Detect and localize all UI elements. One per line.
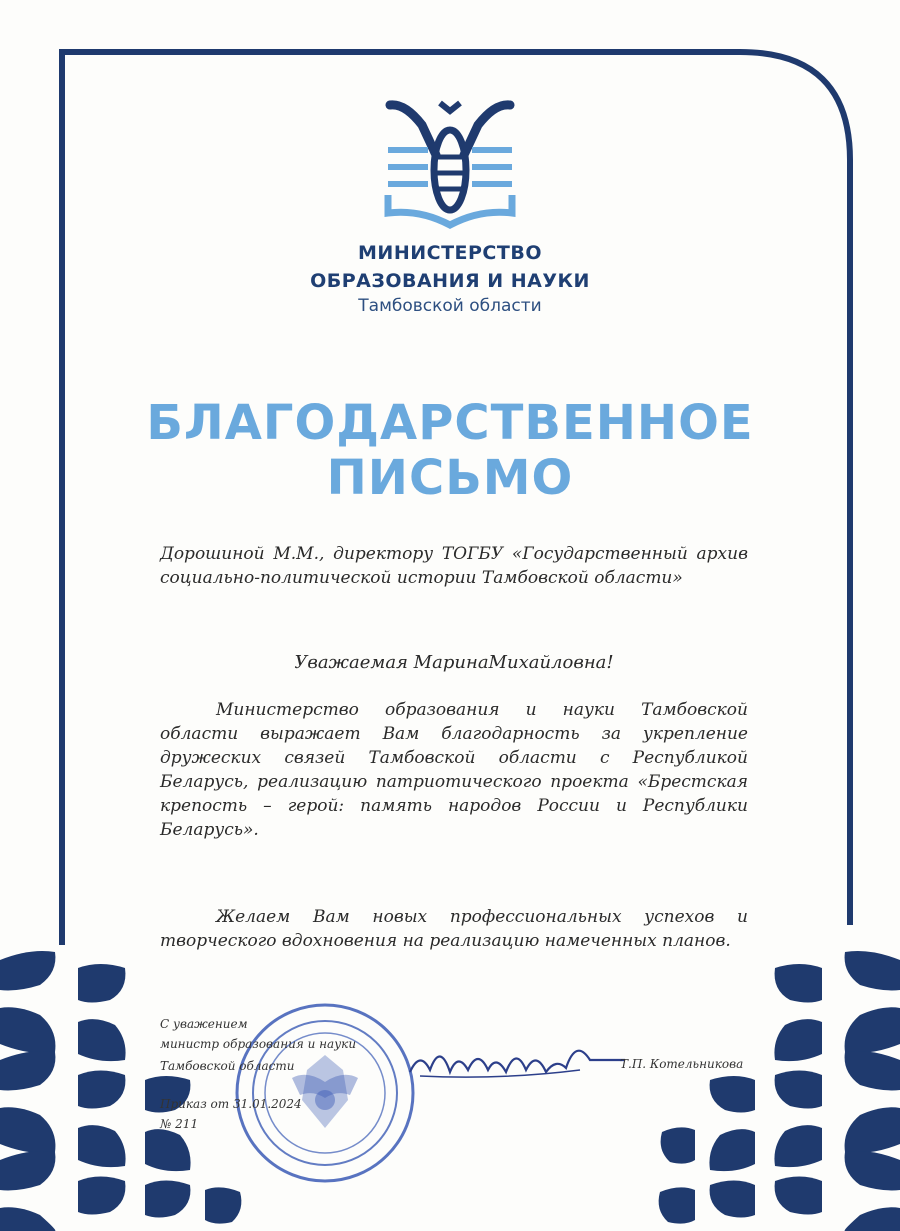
handwritten-signature-icon bbox=[400, 1030, 630, 1090]
decorative-pattern-left bbox=[0, 951, 241, 1231]
signature-closing: С уважением bbox=[160, 1017, 248, 1031]
organization-name-line1: МИНИСТЕРСТВО bbox=[358, 242, 542, 264]
official-seal-icon bbox=[232, 1000, 418, 1186]
signature-position-line2: Тамбовской области bbox=[160, 1059, 295, 1073]
signatory-name: Т.П. Котельникова bbox=[620, 1057, 744, 1071]
greeting: Уважаемая МаринаМихайловна! bbox=[294, 652, 614, 673]
bee-book-emblem-icon bbox=[380, 95, 520, 230]
signature-position-line1: министр образования и науки bbox=[160, 1037, 357, 1051]
body-paragraph-1: Министерство образования и науки Тамбовской области выражает Вам благодарность за укрепление дружеских связей Тамбовской области с Республикой Беларусь, реализацию патриотического проекта «Брестская крепость – герой: память народов России и Республики Беларусь». bbox=[160, 700, 748, 840]
order-number: № 211 bbox=[160, 1117, 199, 1131]
body-paragraph-2: Желаем Вам новых профессиональных успехов и творческого вдохновения на реализацию намеченных планов. bbox=[160, 907, 748, 951]
addressee: Дорошиной М.М., директору ТОГБУ «Государственный архив социально-политической истории Тамбовской области» bbox=[160, 544, 748, 588]
letter-title-line2: ПИСЬМО bbox=[326, 450, 574, 506]
order-date: Приказ от 31.01.2024 bbox=[160, 1097, 302, 1111]
organization-name-line2: ОБРАЗОВАНИЯ И НАУКИ bbox=[310, 270, 590, 292]
letter-title-line1: БЛАГОДАРСТВЕННОЕ bbox=[146, 395, 754, 451]
decorative-pattern-right bbox=[659, 951, 900, 1231]
organization-region: Тамбовской области bbox=[358, 296, 542, 316]
